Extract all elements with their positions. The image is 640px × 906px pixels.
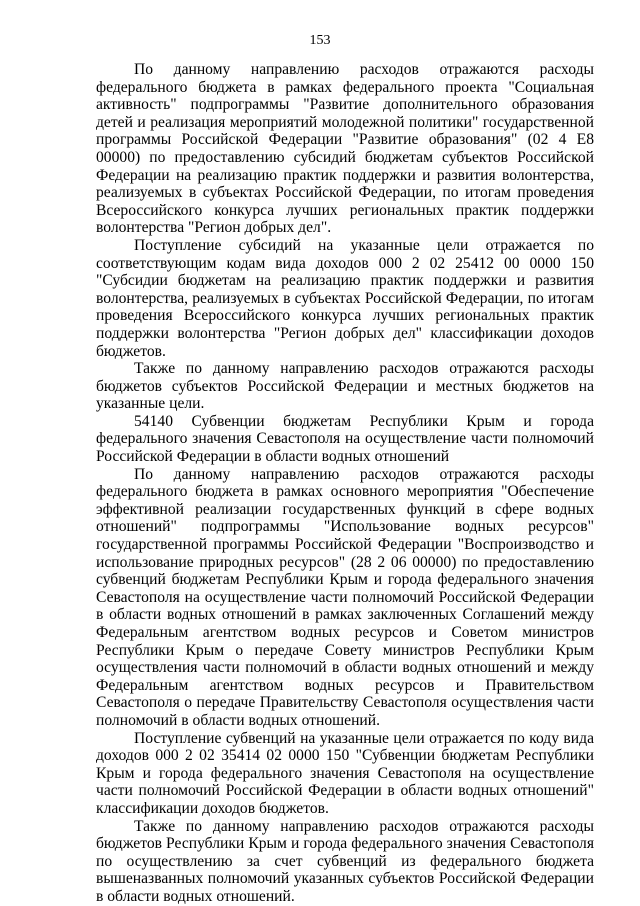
page-number: 153 — [309, 33, 331, 48]
paragraph-federal-volunteer-expenses: По данному направлению расходов отражаются расходы федерального бюджета в рамках федерального проекта "Социальная активность" подпрограммы "Развитие дополнительного образования детей и реализация мероприятий молодежной политики" государственной программы Российской Федерации "Развитие образования" (02 4 Е8 00000) по предоставлению субсидий бюджетам субъектов Российской Федерации на реализацию практик поддержки и развития волонтерства, реализуемых в субъектах Российской Федерации, по итогам проведения Всероссийского конкурса лучших региональных практик поддержки волонтерства "Регион добрых дел". — [96, 61, 594, 237]
paragraph-federal-water-expenses: По данному направлению расходов отражаются расходы федерального бюджета в рамках основного мероприятия "Обеспечение эффективной реализации государственных функций в сфере водных отношений" подпрограммы "Использование водных ресурсов" государственной программы Российской Федерации "Воспроизводство и использование природных ресурсов" (28 2 06 00000) по предоставлению субвенций бюджетам Республики Крым и города федерального значения Севастополя на осуществление части полномочий Российской Федерации в области водных отношений в рамках заключенных Соглашений между Федеральным агентством водных ресурсов и Советом министров Республики Крым о передаче Совету министров Республики Крым осуществления части полномочий в области водных отношений и между Федеральным агентством водных ресурсов и Правительством Севастополя о передаче Правительству Севастополя осуществления части полномочий в области водных отношений. — [96, 465, 594, 729]
paragraph-regional-volunteer-expenses: Также по данному направлению расходов отражаются расходы бюджетов субъектов Российской Федерации и местных бюджетов на указанные цели. — [96, 360, 594, 413]
paragraph-volunteer-subsidy-revenue: Поступление субсидий на указанные цели отражается по соответствующим кодам вида доходов 000 2 02 25412 00 0000 150 "Субсидии бюджетам на реализацию практик поддержки и развития волонтерства, реализуемых в субъектах Российской Федерации, по итогам проведения Всероссийского конкурса лучших региональных практик поддержки волонтерства "Регион добрых дел" классификации доходов бюджетов. — [96, 236, 594, 360]
paragraph-water-subvention-revenue: Поступление субвенций на указанные цели отражается по коду вида доходов 000 2 02 35414 02 0000 150 "Субвенции бюджетам Республики Крым и города федерального значения Севастополя на осуществление части полномочий Российской Федерации в области водных отношений" классификации доходов бюджетов. — [96, 729, 594, 817]
document-body — [96, 61, 594, 906]
paragraph-crimea-sevastopol-expenses: Также по данному направлению расходов отражаются расходы бюджетов Республики Крым и города федерального значения Севастополя по осуществлению за счет субвенций из федерального бюджета вышеназванных полномочий указанных субъектов Российской Федерации в области водных отношений. — [96, 817, 594, 905]
section-heading-54140: 54140 Субвенции бюджетам Республики Крым и города федерального значения Севастополя на осуществление части полномочий Российской Федерации в области водных отношений — [96, 412, 594, 466]
